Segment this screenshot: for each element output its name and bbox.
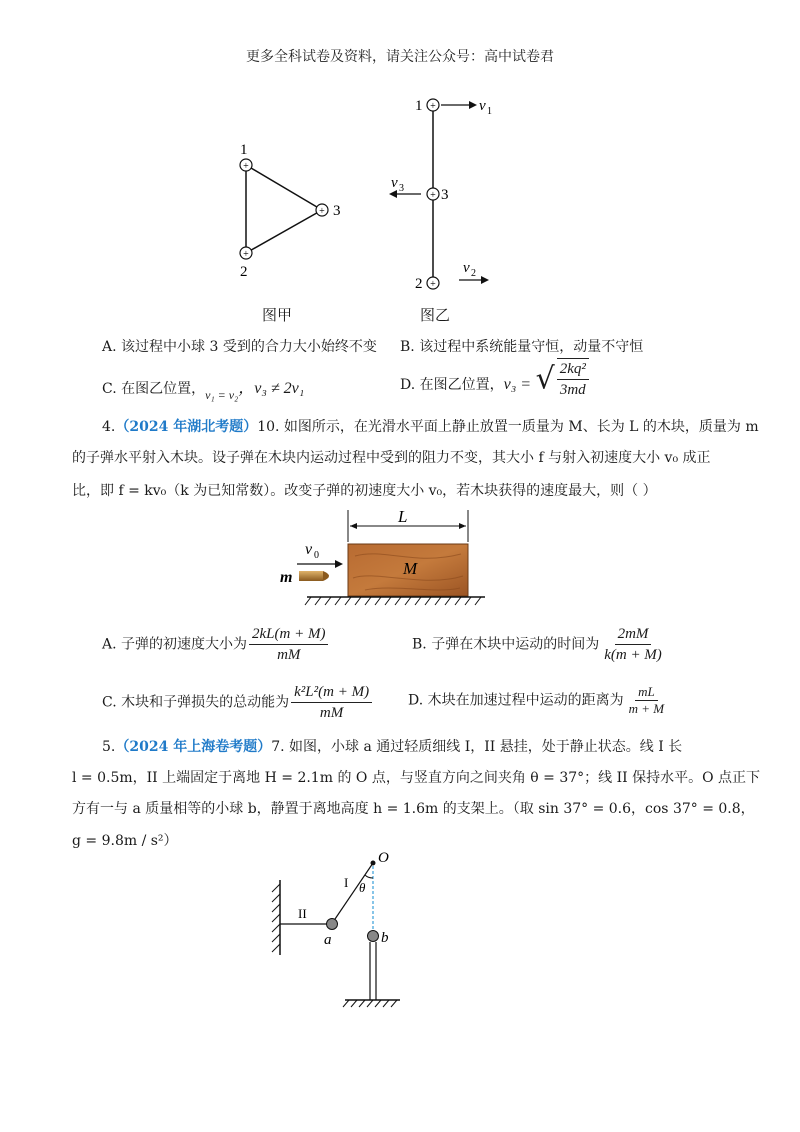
bullet-icon xyxy=(299,571,329,581)
q5-line3: 方有一与 a 质量相等的小球 b，静置于离地高度 h = 1.6m 的支架上。（取 sin 37° = 0.6，cos 37° = 0.8， xyxy=(72,801,755,817)
svg-text:+: + xyxy=(430,190,436,201)
ball-2-icon xyxy=(240,247,252,260)
figure-yi xyxy=(385,90,515,300)
q5-line4: g = 9.8m / s²） xyxy=(72,833,178,849)
q3-option-c[interactable]: C. 在图乙位置，v₁ = v₂，v₃ ≠ 2v₁ xyxy=(102,380,305,402)
ball-1-icon xyxy=(240,159,252,172)
svg-text:2: 2 xyxy=(471,268,476,279)
svg-text:+: + xyxy=(243,249,249,260)
edge-1-3 xyxy=(246,165,322,210)
q4-line2: 的子弹水平射入木块。设子弹在木块内运动过程中受到的阻力不变，其大小 f 与射入初速度大小 v₀ 成正 xyxy=(72,450,711,466)
figure-pendulum xyxy=(260,850,420,1015)
label-M: M xyxy=(403,559,418,578)
q3-option-b[interactable]: B. 该过程中系统能量守恒，动量不守恒 xyxy=(400,339,644,355)
ball-2-icon xyxy=(427,277,439,290)
label-1: 1 xyxy=(240,142,248,158)
ball-b-icon xyxy=(368,931,379,942)
ball-3-icon xyxy=(427,188,439,201)
svg-text:+: + xyxy=(319,206,325,217)
svg-text:+: + xyxy=(430,279,436,290)
q4-line3: 比，即 f = kv₀（k 为已知常数）。改变子弹的初速度大小 v₀，若木块获得的速度最大，则（ ） xyxy=(72,483,657,499)
label-theta: θ xyxy=(359,880,366,895)
figure-block xyxy=(275,508,490,610)
q4-source: （2024 年湖北考题） xyxy=(115,419,258,435)
label-2: 2 xyxy=(240,264,248,280)
page-header: 更多全科试卷及资料，请关注公众号：高中试卷君 xyxy=(246,49,554,65)
caption-jia: 图甲 xyxy=(262,306,293,324)
label-3: 3 xyxy=(333,203,341,219)
label-O: O xyxy=(378,850,389,866)
label-L: L xyxy=(398,508,408,526)
svg-text:3: 3 xyxy=(399,183,404,194)
svg-text:+: + xyxy=(243,161,249,172)
label-v0: v xyxy=(305,541,313,558)
label-3: 3 xyxy=(441,187,449,203)
ball-1-icon xyxy=(427,99,439,112)
figure-jia xyxy=(225,140,355,290)
v1-label: v xyxy=(479,98,486,114)
svg-text:1: 1 xyxy=(487,106,492,117)
ball-3-icon xyxy=(316,204,328,217)
q4-option-b[interactable]: B. 子弹在木块中运动的时间为 $\frac{2mM}{k(m + M)}$ xyxy=(412,626,662,663)
q3-option-a[interactable]: A. 该过程中小球 3 受到的合力大小始终不变 xyxy=(102,339,377,355)
q5-line2: l = 0.5m，II 上端固定于离地 H = 2.1m 的 O 点，与竖直方向之间夹角 θ = 37°；线 II 保持水平。O 点正下 xyxy=(72,770,761,786)
q5-source: （2024 年上海卷考题） xyxy=(115,739,272,755)
v2-label: v xyxy=(463,260,470,276)
string-I xyxy=(333,863,373,922)
v3-label: v xyxy=(391,175,398,191)
edge-2-3 xyxy=(246,210,322,253)
q4-option-a[interactable]: A. 子弹的初速度大小为 $\frac{2kL(m + M)}{mM}$ xyxy=(102,624,330,665)
svg-text:0: 0 xyxy=(314,550,319,561)
label-b: b xyxy=(381,930,389,946)
point-O-icon xyxy=(371,861,376,866)
label-m: m xyxy=(280,569,293,586)
label-2: 2 xyxy=(415,276,423,292)
ball-a-icon xyxy=(327,919,338,930)
caption-yi: 图乙 xyxy=(420,306,451,324)
q4-option-c[interactable]: C. 木块和子弹损失的总动能为 $\frac{\text{k²L²(m + M)}}{mM}$ xyxy=(102,682,374,723)
q4-line1: 4.（2024 年湖北考题）10. 如图所示，在光滑水平面上静止放置一质量为 M、长为 L 的木块，质量为 m xyxy=(102,419,759,435)
label-I: I xyxy=(344,875,349,890)
label-II: II xyxy=(298,906,307,921)
q3-option-d[interactable]: D. 在图乙位置，v₃ = √ $\frac{\text{2kq²}}{3md}$ xyxy=(400,358,591,400)
q4-option-d[interactable]: D. 木块在加速过程中运动的距离为 $\frac{mL}{m + M}$ xyxy=(408,684,665,716)
label-a: a xyxy=(324,932,332,948)
label-1: 1 xyxy=(415,98,423,114)
q5-line1: 5.（2024 年上海卷考题）7. 如图，小球 a 通过轻质细线 I，II 悬挂，处于静止状态。线 I 长 xyxy=(102,739,683,755)
svg-text:+: + xyxy=(430,101,436,112)
